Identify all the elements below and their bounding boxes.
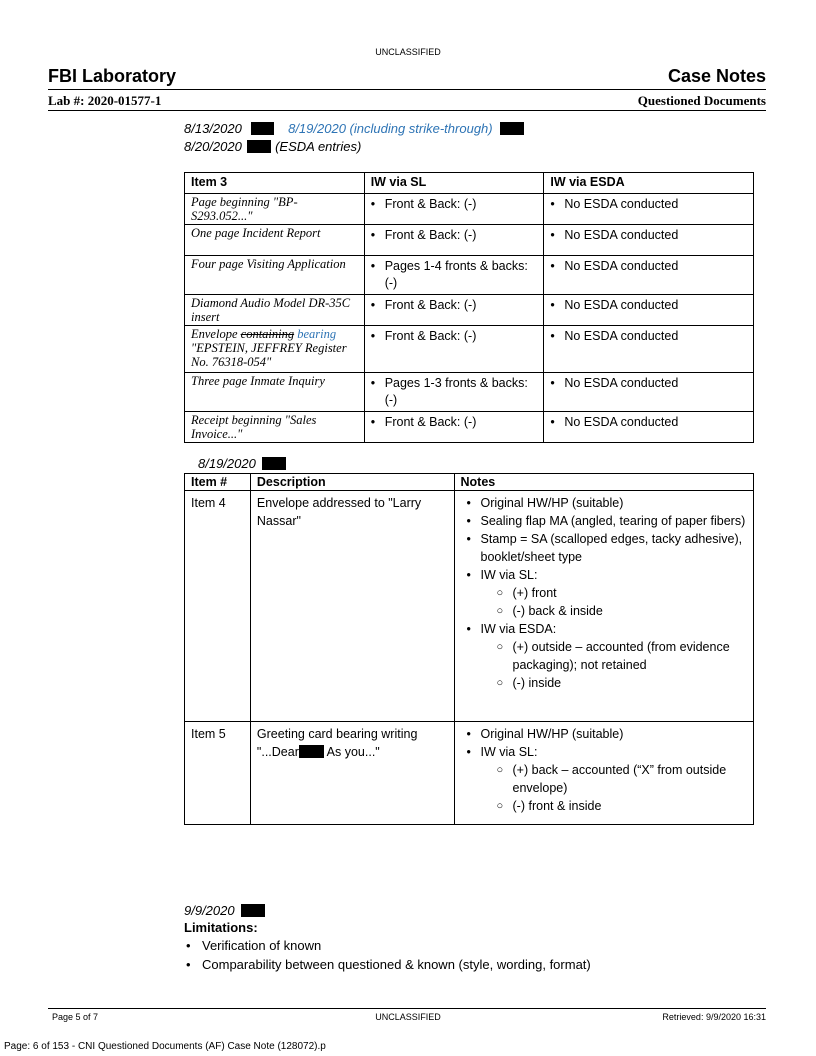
document-label-tail: "EPSTEIN, JEFFREY Register No. 76318-054" — [191, 341, 347, 369]
esda-cell — [544, 295, 754, 326]
sl-result: • Pages 1-3 fronts & backs: (-) — [371, 375, 538, 409]
sl-result: • Pages 1-4 fronts & backs: (-) — [371, 258, 538, 292]
entry-line-1 — [184, 121, 524, 136]
entry-blue-date: 8/19/2020 (including strike-through) — [288, 121, 493, 136]
redaction-box — [299, 745, 324, 758]
esda-cell — [544, 256, 754, 295]
entry-date: 9/9/2020 — [184, 903, 235, 918]
classification-top: UNCLASSIFIED — [375, 47, 441, 57]
entry-note: (ESDA entries) — [275, 139, 362, 154]
description-text-tail: As you..." — [326, 745, 380, 759]
esda-cell — [544, 225, 754, 256]
list-item: • Comparability between questioned & known (style, wording, format) — [202, 955, 591, 974]
document-cell: Three page Inmate Inquiry — [185, 373, 365, 412]
table-row — [185, 225, 754, 256]
redaction-box — [262, 457, 286, 470]
header-rule-thin — [48, 110, 766, 111]
entry-date: 8/20/2020 — [184, 139, 242, 154]
sl-cell — [364, 194, 544, 225]
document-cell — [185, 326, 365, 373]
item-id: Item 4 — [185, 491, 251, 722]
sl-result: • Front & Back: (-) — [371, 227, 538, 244]
footer-rule — [48, 1008, 766, 1009]
redaction-box — [251, 122, 274, 135]
item-id: Item 5 — [185, 722, 251, 825]
section-name: Questioned Documents — [637, 93, 766, 108]
entry-line-3 — [198, 456, 286, 471]
column-header: IW via SL — [364, 173, 544, 194]
redaction-box — [241, 904, 265, 917]
list-item: • Stamp = SA (scalloped edges, tacky adhesive), booklet/sheet type — [481, 530, 747, 566]
document-label: Envelope — [191, 327, 238, 341]
esda-result: • No ESDA conducted — [550, 375, 747, 392]
sl-cell — [364, 373, 544, 412]
doc-type-title: Case Notes — [667, 66, 766, 86]
esda-result: • No ESDA conducted — [550, 196, 747, 213]
limitations-date-line — [184, 903, 591, 918]
item3-table — [184, 172, 754, 443]
entry-date: 8/19/2020 — [198, 456, 256, 471]
sl-result: • Front & Back: (-) — [371, 328, 538, 345]
table-row — [185, 256, 754, 295]
items-table — [184, 473, 754, 825]
column-header: Notes — [454, 474, 753, 491]
list-item: • Verification of known — [202, 936, 591, 955]
table-row — [185, 491, 754, 722]
table-row — [185, 722, 754, 825]
list-item — [481, 566, 747, 620]
column-header: Item # — [185, 474, 251, 491]
limitations-title: Limitations: — [184, 920, 258, 935]
esda-result: • No ESDA conducted — [550, 227, 747, 244]
document-cell: Receipt beginning "Sales Invoice..." — [185, 412, 365, 443]
table-row — [185, 326, 754, 373]
document-cell: One page Incident Report — [185, 225, 365, 256]
classification-bottom: UNCLASSIFIED — [375, 1012, 441, 1022]
limitations-list — [184, 936, 591, 974]
table-row — [185, 194, 754, 225]
list-item-label: IW via SL: — [480, 745, 538, 759]
redaction-box — [247, 140, 271, 153]
lab-number: Lab #: 2020-01577-1 — [48, 93, 162, 108]
sub-list-item: ○ (-) inside — [513, 674, 747, 692]
redaction-box — [500, 122, 524, 135]
limitations-section — [184, 903, 591, 974]
esda-result: • No ESDA conducted — [550, 297, 747, 314]
lab-title: FBI Laboratory — [48, 66, 177, 86]
table-row — [185, 295, 754, 326]
sub-list-item: ○ (+) front — [513, 584, 747, 602]
table-row — [185, 373, 754, 412]
list-item: • Original HW/HP (suitable) — [481, 725, 747, 743]
sub-list — [481, 584, 747, 620]
sl-cell — [364, 295, 544, 326]
esda-result: • No ESDA conducted — [550, 328, 747, 345]
table-row — [185, 412, 754, 443]
table-header-row — [185, 173, 754, 194]
header-rule — [48, 89, 766, 90]
document-cell: Page beginning "BP-S293.052..." — [185, 194, 365, 225]
table-header-row — [185, 474, 754, 491]
esda-cell — [544, 373, 754, 412]
sub-list-item: ○ (+) back – accounted (“X” from outside envelope) — [513, 761, 747, 797]
esda-result: • No ESDA conducted — [550, 414, 747, 431]
notes-list — [461, 494, 747, 692]
column-header: IW via ESDA — [544, 173, 754, 194]
sub-list-item: ○ (+) outside – accounted (from evidence packaging); not retained — [513, 638, 747, 674]
source-document-bar: Page: 6 of 153 - CNI Questioned Documents (AF) Case Note (128072).p — [4, 1041, 326, 1052]
esda-cell — [544, 194, 754, 225]
esda-result: • No ESDA conducted — [550, 258, 747, 275]
sl-result: • Front & Back: (-) — [371, 414, 538, 431]
notes-list — [461, 725, 747, 815]
sl-cell — [364, 326, 544, 373]
list-item — [481, 743, 747, 815]
sub-list-item: ○ (-) back & inside — [513, 602, 747, 620]
item-notes — [454, 491, 753, 722]
column-header: Description — [250, 474, 454, 491]
entry-line-2 — [184, 139, 361, 154]
list-item-label: IW via SL: — [480, 568, 538, 582]
sub-list — [481, 761, 747, 815]
page-number: Page 5 of 7 — [52, 1012, 99, 1022]
item-notes — [454, 722, 753, 825]
sl-cell — [364, 412, 544, 443]
sl-cell — [364, 256, 544, 295]
list-item: • Original HW/HP (suitable) — [481, 494, 747, 512]
retrieved-timestamp: Retrieved: 9/9/2020 16:31 — [662, 1012, 766, 1022]
item-description: Envelope addressed to "Larry Nassar" — [250, 491, 454, 722]
document-cell: Diamond Audio Model DR-35C insert — [185, 295, 365, 326]
inserted-text: bearing — [297, 327, 337, 341]
document-cell: Four page Visiting Application — [185, 256, 365, 295]
sub-list-item: ○ (-) front & inside — [513, 797, 747, 815]
struck-text: containing — [240, 327, 295, 341]
sub-list — [481, 638, 747, 692]
list-item: • Sealing flap MA (angled, tearing of paper fibers) — [481, 512, 747, 530]
sl-result: • Front & Back: (-) — [371, 196, 538, 213]
column-header: Item 3 — [185, 173, 365, 194]
esda-cell — [544, 412, 754, 443]
esda-cell — [544, 326, 754, 373]
description-text: Greeting card bearing writing "...Dear — [256, 727, 418, 759]
item-description — [250, 722, 454, 825]
entry-date: 8/13/2020 — [184, 121, 242, 136]
list-item — [481, 620, 747, 692]
sl-cell — [364, 225, 544, 256]
list-item-label: IW via ESDA: — [480, 622, 557, 636]
sl-result: • Front & Back: (-) — [371, 297, 538, 314]
